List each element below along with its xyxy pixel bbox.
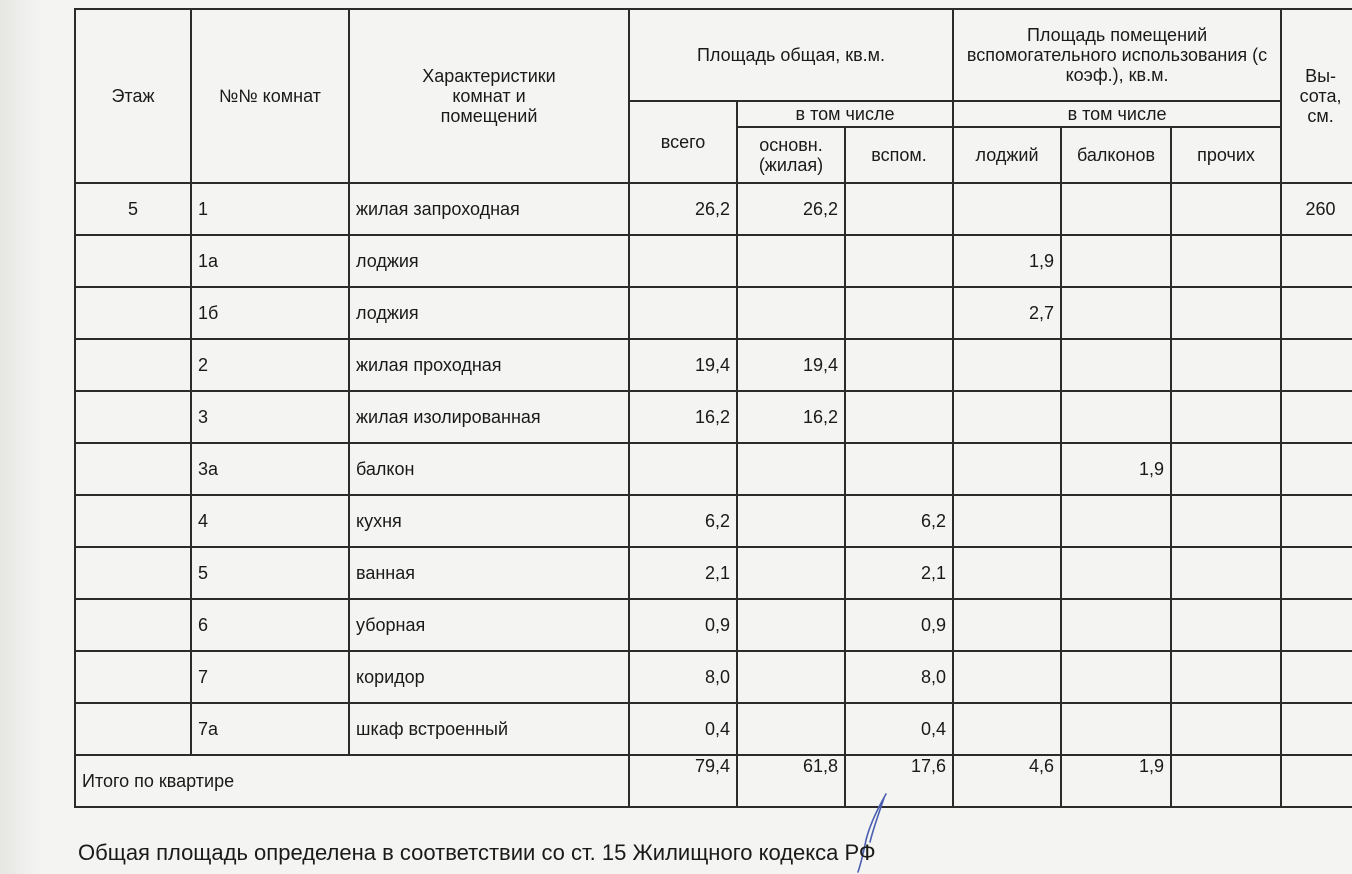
totals-balcony: 1,9 bbox=[1061, 755, 1171, 807]
cell-area-loggia: 2,7 bbox=[953, 287, 1061, 339]
cell-height bbox=[1281, 495, 1352, 547]
table-row bbox=[75, 495, 1352, 547]
cell-room-no: 7 bbox=[191, 651, 349, 703]
cell-floor bbox=[75, 599, 191, 651]
col-header-floor: Этаж bbox=[75, 9, 191, 183]
cell-area-balcony bbox=[1061, 703, 1171, 755]
col-header-in-that-number: в том числе bbox=[737, 101, 953, 127]
cell-floor bbox=[75, 391, 191, 443]
table-row bbox=[75, 443, 1352, 495]
cell-area-balcony bbox=[1061, 183, 1171, 235]
cell-area-balcony: 1,9 bbox=[1061, 443, 1171, 495]
cell-floor bbox=[75, 703, 191, 755]
cell-area-aux bbox=[845, 443, 953, 495]
cell-area-aux bbox=[845, 183, 953, 235]
table-row bbox=[75, 391, 1352, 443]
cell-area-loggia bbox=[953, 443, 1061, 495]
col-header-loggias: лоджий bbox=[953, 127, 1061, 183]
cell-area-other bbox=[1171, 547, 1281, 599]
table-row bbox=[75, 235, 1352, 287]
col-header-height: Вы-сота, см. bbox=[1281, 9, 1352, 183]
cell-height bbox=[1281, 339, 1352, 391]
cell-height bbox=[1281, 599, 1352, 651]
totals-loggia: 4,6 bbox=[953, 755, 1061, 807]
cell-area-main bbox=[737, 443, 845, 495]
cell-height bbox=[1281, 287, 1352, 339]
cell-area-loggia: 1,9 bbox=[953, 235, 1061, 287]
cell-area-other bbox=[1171, 339, 1281, 391]
cell-area-main bbox=[737, 651, 845, 703]
cell-area-total: 8,0 bbox=[629, 651, 737, 703]
col-header-balconies: балконов bbox=[1061, 127, 1171, 183]
cell-area-loggia bbox=[953, 391, 1061, 443]
col-header-characteristics: Характеристики комнат и помещений bbox=[349, 9, 629, 183]
cell-area-total bbox=[629, 287, 737, 339]
cell-area-aux: 0,9 bbox=[845, 599, 953, 651]
col-header-area-total-group: Площадь общая, кв.м. bbox=[629, 9, 953, 101]
cell-floor bbox=[75, 287, 191, 339]
cell-area-aux bbox=[845, 287, 953, 339]
totals-row bbox=[75, 755, 1352, 807]
cell-area-main bbox=[737, 547, 845, 599]
cell-area-total: 0,4 bbox=[629, 703, 737, 755]
scan-edge-shadow bbox=[0, 0, 40, 874]
cell-room-no: 4 bbox=[191, 495, 349, 547]
totals-aux: 17,6 bbox=[845, 755, 953, 807]
cell-area-aux: 6,2 bbox=[845, 495, 953, 547]
cell-room-no: 6 bbox=[191, 599, 349, 651]
cell-area-other bbox=[1171, 391, 1281, 443]
cell-floor bbox=[75, 443, 191, 495]
cell-area-aux: 2,1 bbox=[845, 547, 953, 599]
cell-area-total: 26,2 bbox=[629, 183, 737, 235]
col-header-aux-area-group: Площадь помещений вспомогательного использования (с коэф.), кв.м. bbox=[953, 9, 1281, 101]
cell-area-total: 16,2 bbox=[629, 391, 737, 443]
cell-area-loggia bbox=[953, 547, 1061, 599]
cell-room-name: лоджия bbox=[349, 287, 629, 339]
cell-floor bbox=[75, 339, 191, 391]
cell-area-other bbox=[1171, 703, 1281, 755]
totals-label: Итого по квартире bbox=[75, 755, 629, 807]
col-header-room-no: №№ комнат bbox=[191, 9, 349, 183]
table-row bbox=[75, 183, 1352, 235]
cell-height bbox=[1281, 391, 1352, 443]
cell-area-other bbox=[1171, 183, 1281, 235]
cell-height bbox=[1281, 547, 1352, 599]
cell-room-no: 1б bbox=[191, 287, 349, 339]
cell-area-balcony bbox=[1061, 339, 1171, 391]
room-area-table bbox=[74, 8, 1352, 808]
cell-floor bbox=[75, 547, 191, 599]
area-footnote: Общая площадь определена в соответствии со ст. 15 Жилищного кодекса РФ bbox=[78, 840, 876, 865]
cell-area-balcony bbox=[1061, 287, 1171, 339]
cell-area-aux bbox=[845, 339, 953, 391]
cell-area-main bbox=[737, 287, 845, 339]
cell-room-name: жилая изолированная bbox=[349, 391, 629, 443]
cell-room-name: уборная bbox=[349, 599, 629, 651]
cell-room-name: коридор bbox=[349, 651, 629, 703]
cell-area-balcony bbox=[1061, 651, 1171, 703]
cell-area-total bbox=[629, 443, 737, 495]
cell-area-loggia bbox=[953, 495, 1061, 547]
cell-area-total: 2,1 bbox=[629, 547, 737, 599]
table-row bbox=[75, 599, 1352, 651]
table-body bbox=[75, 183, 1352, 755]
cell-area-balcony bbox=[1061, 599, 1171, 651]
cell-room-name: шкаф встроенный bbox=[349, 703, 629, 755]
cell-floor bbox=[75, 651, 191, 703]
cell-floor bbox=[75, 235, 191, 287]
cell-height bbox=[1281, 651, 1352, 703]
totals-other bbox=[1171, 755, 1281, 807]
cell-room-no: 1 bbox=[191, 183, 349, 235]
cell-area-main: 19,4 bbox=[737, 339, 845, 391]
cell-room-no: 3а bbox=[191, 443, 349, 495]
col-header-other: прочих bbox=[1171, 127, 1281, 183]
table-row bbox=[75, 339, 1352, 391]
col-header-total: всего bbox=[629, 101, 737, 183]
cell-area-loggia bbox=[953, 183, 1061, 235]
cell-area-main bbox=[737, 235, 845, 287]
cell-height bbox=[1281, 235, 1352, 287]
cell-room-no: 2 bbox=[191, 339, 349, 391]
cell-room-no: 5 bbox=[191, 547, 349, 599]
cell-area-main bbox=[737, 599, 845, 651]
cell-area-loggia bbox=[953, 651, 1061, 703]
cell-area-loggia bbox=[953, 703, 1061, 755]
col-header-auxiliary: вспом. bbox=[845, 127, 953, 183]
cell-area-other bbox=[1171, 599, 1281, 651]
cell-area-balcony bbox=[1061, 391, 1171, 443]
cell-area-aux bbox=[845, 235, 953, 287]
totals-main: 61,8 bbox=[737, 755, 845, 807]
cell-height bbox=[1281, 703, 1352, 755]
cell-room-name: балкон bbox=[349, 443, 629, 495]
cell-area-main bbox=[737, 495, 845, 547]
col-header-main-living: основн. (жилая) bbox=[737, 127, 845, 183]
cell-floor: 5 bbox=[75, 183, 191, 235]
cell-area-other bbox=[1171, 287, 1281, 339]
cell-room-name: кухня bbox=[349, 495, 629, 547]
cell-area-aux bbox=[845, 391, 953, 443]
cell-area-loggia bbox=[953, 339, 1061, 391]
cell-height bbox=[1281, 443, 1352, 495]
cell-area-main bbox=[737, 703, 845, 755]
cell-room-name: лоджия bbox=[349, 235, 629, 287]
cell-area-main: 26,2 bbox=[737, 183, 845, 235]
cell-area-balcony bbox=[1061, 547, 1171, 599]
cell-room-no: 7а bbox=[191, 703, 349, 755]
cell-floor bbox=[75, 495, 191, 547]
cell-room-no: 1а bbox=[191, 235, 349, 287]
cell-height: 260 bbox=[1281, 183, 1352, 235]
table-row bbox=[75, 651, 1352, 703]
cell-area-other bbox=[1171, 651, 1281, 703]
cell-area-aux: 8,0 bbox=[845, 651, 953, 703]
table-row bbox=[75, 547, 1352, 599]
cell-area-other bbox=[1171, 495, 1281, 547]
cell-area-loggia bbox=[953, 599, 1061, 651]
cell-area-total: 19,4 bbox=[629, 339, 737, 391]
header-row-1 bbox=[75, 9, 1352, 101]
cell-area-main: 16,2 bbox=[737, 391, 845, 443]
cell-room-name: жилая проходная bbox=[349, 339, 629, 391]
cell-area-aux: 0,4 bbox=[845, 703, 953, 755]
cell-area-total bbox=[629, 235, 737, 287]
cell-room-name: жилая запроходная bbox=[349, 183, 629, 235]
col-header-aux-in-that-number: в том числе bbox=[953, 101, 1281, 127]
cell-area-balcony bbox=[1061, 495, 1171, 547]
totals-total: 79,4 bbox=[629, 755, 737, 807]
cell-area-balcony bbox=[1061, 235, 1171, 287]
cell-area-other bbox=[1171, 235, 1281, 287]
cell-room-name: ванная bbox=[349, 547, 629, 599]
table-row bbox=[75, 287, 1352, 339]
table-row bbox=[75, 703, 1352, 755]
cell-area-other bbox=[1171, 443, 1281, 495]
cell-area-total: 0,9 bbox=[629, 599, 737, 651]
cell-area-total: 6,2 bbox=[629, 495, 737, 547]
cell-room-no: 3 bbox=[191, 391, 349, 443]
totals-height bbox=[1281, 755, 1352, 807]
